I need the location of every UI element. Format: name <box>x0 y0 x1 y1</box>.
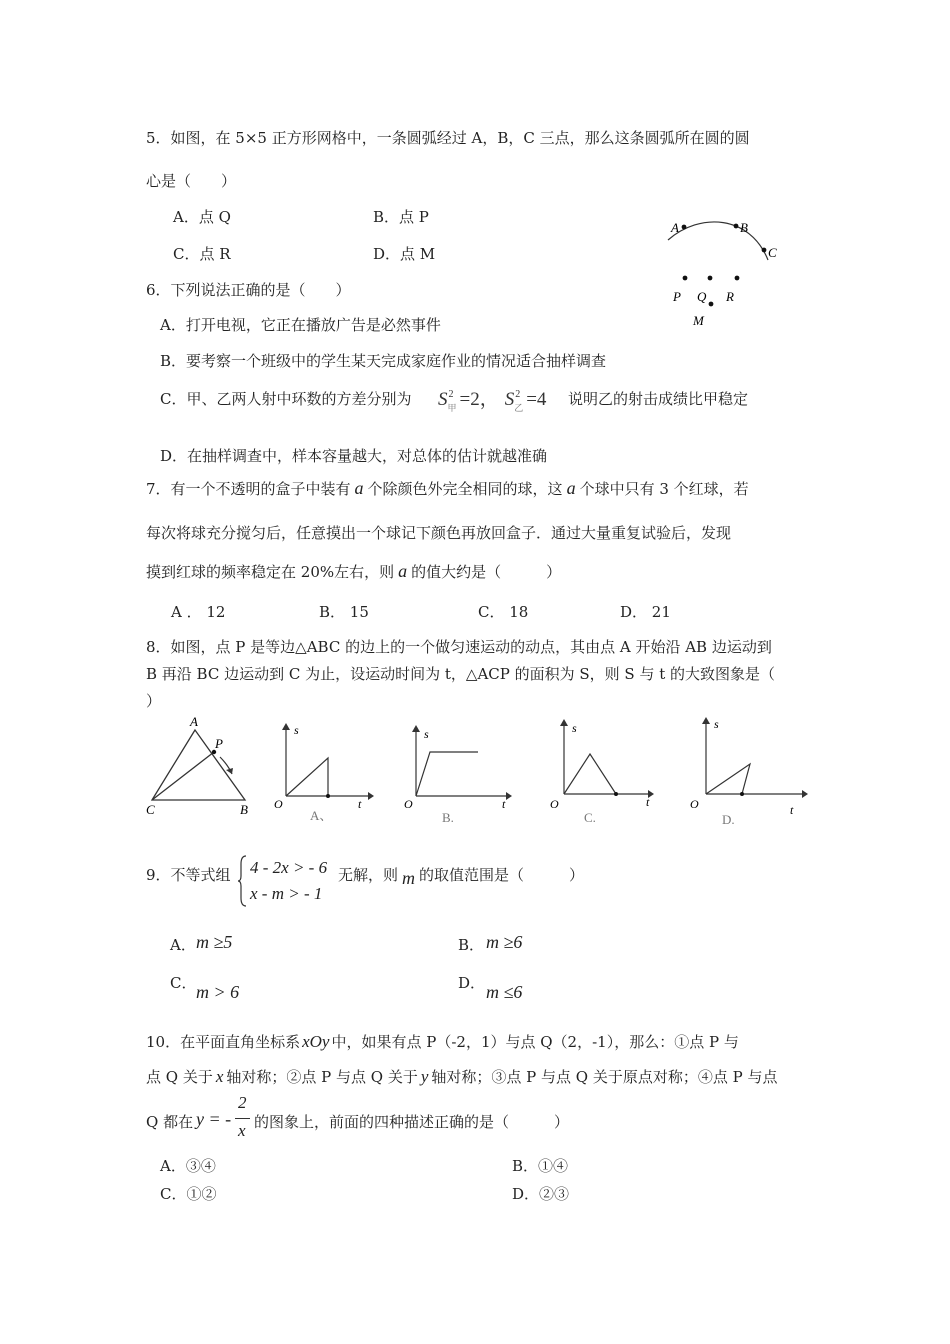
q9-option-c-expr: m > 6 <box>196 982 240 1002</box>
q10-text-1a: 10．在平面直角坐标系 <box>146 1033 301 1051</box>
q7-var-a-3: a <box>398 561 408 581</box>
q5-point-p <box>683 276 688 281</box>
q8-graph-a-o-label: O <box>274 797 283 811</box>
q9-option-a-expr: m ≥5 <box>196 932 233 952</box>
q8-graph-b-curve <box>416 752 478 796</box>
q10-equation-lhs: y = - <box>196 1109 232 1129</box>
q10-option-c: C．①② <box>160 1185 217 1203</box>
q8-graph-a-caption: A、 <box>310 808 333 823</box>
q8-graph-d-y-arrow <box>702 717 710 724</box>
q8-label-a: A <box>190 714 198 729</box>
q6-option-c-conclusion: 说明乙的射击成绩比甲稳定 <box>568 390 749 408</box>
q10-var-x: x <box>215 1067 224 1086</box>
q8-graph-b <box>398 720 518 830</box>
q7-stem-line2: 每次将球充分搅匀后，任意摸出一个球记下颜色再放回盒子．通过大量重复试验后，发现 <box>146 524 732 542</box>
q7-var-a: a <box>354 478 364 498</box>
q8-graph-b-t-label: t <box>502 797 506 811</box>
q8-graph-a-t-label: t <box>358 797 362 811</box>
q8-graph-c-curve <box>564 754 616 794</box>
q9-stem-suffix <box>338 864 585 888</box>
q10-option-d: D．②③ <box>512 1185 570 1203</box>
q10-text-2b: 轴对称；②点 P 与点 Q 关于 <box>226 1068 418 1086</box>
q10-fraction-numerator: 2 <box>238 1093 247 1112</box>
q10-option-b: B．①④ <box>512 1157 569 1175</box>
q9-option-b-label: B． <box>458 936 485 954</box>
q7-option-b: B． 15 <box>319 603 369 621</box>
q6-variance-formula <box>438 384 546 411</box>
q7-option-c: C． 18 <box>478 603 529 621</box>
q6-stem: 6．下列说法正确的是（ ） <box>146 281 351 299</box>
q8-graph-b-y-arrow <box>412 725 420 732</box>
q8-graph-c-caption: C. <box>584 810 596 825</box>
q9-stem-prefix: 9．不等式组 <box>146 866 231 884</box>
q10-stem-line3-suffix: 的图象上，前面的四种描述正确的是（ ） <box>254 1113 570 1131</box>
q10-text-1b: 中，如果有点 P（-2，1）与点 Q（2，-1），那么：①点 P 与 <box>331 1033 739 1051</box>
q6-option-d: D．在抽样调查中，样本容量越大，对总体的估计就越准确 <box>160 447 548 465</box>
q10-text-2a: 点 Q 关于 <box>146 1068 213 1086</box>
q8-graph-c-t-label: t <box>646 795 650 809</box>
q8-graph-a-s-label: s <box>294 723 299 737</box>
q6-sub-jia: 甲 <box>447 403 457 413</box>
q9-inequality-2: x - m > - 1 <box>250 884 323 903</box>
q7-text-1b: 个除颜色外完全相同的球，这 <box>367 480 563 498</box>
q5-point-a <box>682 225 687 230</box>
q5-point-c <box>762 248 767 253</box>
q8-graph-c <box>540 716 660 828</box>
q10-stem-line3-prefix: Q 都在 <box>146 1113 194 1131</box>
q6-option-a: A．打开电视，它正在播放广告是必然事件 <box>160 316 441 334</box>
q6-eq1: =2， <box>459 389 499 410</box>
q5-arc-figure <box>660 210 790 335</box>
q10-var-y: y <box>420 1067 429 1086</box>
q8-stem-line2: B 再沿 BC 边运动到 C 为止，设运动时间为 t，△ACP 的面积为 S，则 S 与 t 的大致图象是（ <box>146 665 776 683</box>
q7-stem-line3 <box>146 561 561 582</box>
q8-graph-d-curve <box>706 764 750 794</box>
q8-stem-line1: 8．如图，点 P 是等边△ABC 的边上的一个做匀速运动的动点，其由点 A 开始沿 AB 边运动到 <box>146 638 772 656</box>
q7-text-3b: 的值大约是（ ） <box>411 563 562 581</box>
q8-graph-d <box>680 712 812 830</box>
q8-graph-d-caption: D. <box>722 812 735 827</box>
q7-text-3a: 摸到红球的频率稳定在 20%左右，则 <box>146 563 395 581</box>
q7-stem-line1 <box>146 478 749 499</box>
q8-triangle-figure <box>140 710 260 820</box>
q9-option-b-expr: m ≥6 <box>486 932 523 952</box>
q10-text-2c: 轴对称；③点 P 与点 Q 关于原点对称；④点 P 与点 <box>431 1068 778 1086</box>
q10-stem-line1 <box>146 1031 739 1052</box>
q9-option-a-label: A． <box>170 936 196 954</box>
q9-inequality-1: 4 - 2x > - 6 <box>250 858 328 877</box>
q7-text-1a: 7．有一个不透明的盒子中装有 <box>146 480 351 498</box>
q7-option-d: D． 21 <box>620 603 671 621</box>
q8-graph-d-s-label: s <box>714 717 719 731</box>
q9-brace <box>238 854 248 908</box>
q6-sub-yi: 乙 <box>514 403 524 413</box>
q5-label-a: A <box>671 220 679 235</box>
q8-graph-a-end-point <box>326 794 330 798</box>
q7-text-1c: 个球中只有 3 个红球，若 <box>579 480 749 498</box>
q5-option-c: C．点 R <box>173 245 231 263</box>
q8-graph-d-t-label: t <box>790 803 794 817</box>
q9-option-d-expr: m ≤6 <box>486 982 523 1002</box>
q5-point-q <box>708 276 713 281</box>
q8-graph-b-caption: B. <box>442 810 454 825</box>
q6-sup-yi: 2 <box>515 389 521 400</box>
q8-graph-a-x-arrow <box>368 792 374 800</box>
q5-label-c: C <box>768 245 777 260</box>
q8-graph-d-end-point <box>740 792 744 796</box>
q9-var-m: m <box>402 868 416 888</box>
q7-option-a: A ． 12 <box>171 603 226 621</box>
q9-option-d-label: D． <box>458 974 486 992</box>
q5-label-q: Q <box>697 289 707 304</box>
q10-option-a: A．③④ <box>160 1157 216 1175</box>
q8-graph-c-end-point <box>614 792 618 796</box>
q8-graph-c-y-arrow <box>560 719 568 726</box>
q8-graph-d-o-label: O <box>690 797 699 811</box>
q6-eq2: =4 <box>526 389 547 410</box>
q5-label-p: P <box>673 289 681 304</box>
q8-graph-d-x-arrow <box>802 790 808 798</box>
q5-option-d: D．点 M <box>373 245 436 263</box>
q8-graph-a <box>268 720 378 830</box>
q5-option-b: B．点 P <box>373 208 429 226</box>
q9-text-post: 的取值范围是（ ） <box>419 866 585 884</box>
q6-option-c-text: C．甲、乙两人射中环数的方差分别为 <box>160 390 412 408</box>
q5-label-m: M <box>693 313 704 328</box>
q10-fraction-bar <box>235 1118 250 1119</box>
q5-label-b: B <box>740 220 748 235</box>
q8-label-p: P <box>215 736 223 751</box>
q10-fraction-denominator: x <box>238 1121 246 1140</box>
q7-var-a-2: a <box>566 478 576 498</box>
q6-option-b: B．要考察一个班级中的学生某天完成家庭作业的情况适合抽样调查 <box>160 352 607 370</box>
q8-graph-b-x-arrow <box>506 792 512 800</box>
q8-graph-b-o-label: O <box>404 797 413 811</box>
q8-stem-line3: ） <box>146 692 162 710</box>
q6-s-yi: S <box>504 389 515 410</box>
q8-graph-a-y-arrow <box>282 723 290 730</box>
q5-option-a: A．点 Q <box>173 208 231 226</box>
q8-label-c: C <box>146 802 155 817</box>
q10-xoy: xOy <box>302 1032 330 1051</box>
q8-label-b: B <box>240 802 248 817</box>
q8-graph-c-o-label: O <box>550 797 559 811</box>
q5-point-r <box>735 276 740 281</box>
q5-point-m <box>709 302 714 307</box>
q10-stem-line2 <box>146 1066 778 1087</box>
q5-label-r: R <box>726 289 734 304</box>
q8-graph-c-s-label: s <box>572 721 577 735</box>
q6-sup-jia: 2 <box>448 389 454 400</box>
q5-stem-line1: 5．如图，在 5×5 正方形网格中，一条圆弧经过 A，B，C 三点，那么这条圆弧所在圆的圆 <box>146 129 750 147</box>
q5-stem-line2: 心是（ ） <box>146 172 237 190</box>
q9-text-mid: 无解，则 <box>338 866 399 884</box>
q9-option-c-label: C． <box>170 974 197 992</box>
q5-point-b <box>734 224 739 229</box>
q8-segment-cp <box>152 752 214 800</box>
q8-graph-b-s-label: s <box>424 727 429 741</box>
q6-s-jia: S <box>438 389 448 410</box>
q8-graph-a-curve <box>286 758 328 796</box>
